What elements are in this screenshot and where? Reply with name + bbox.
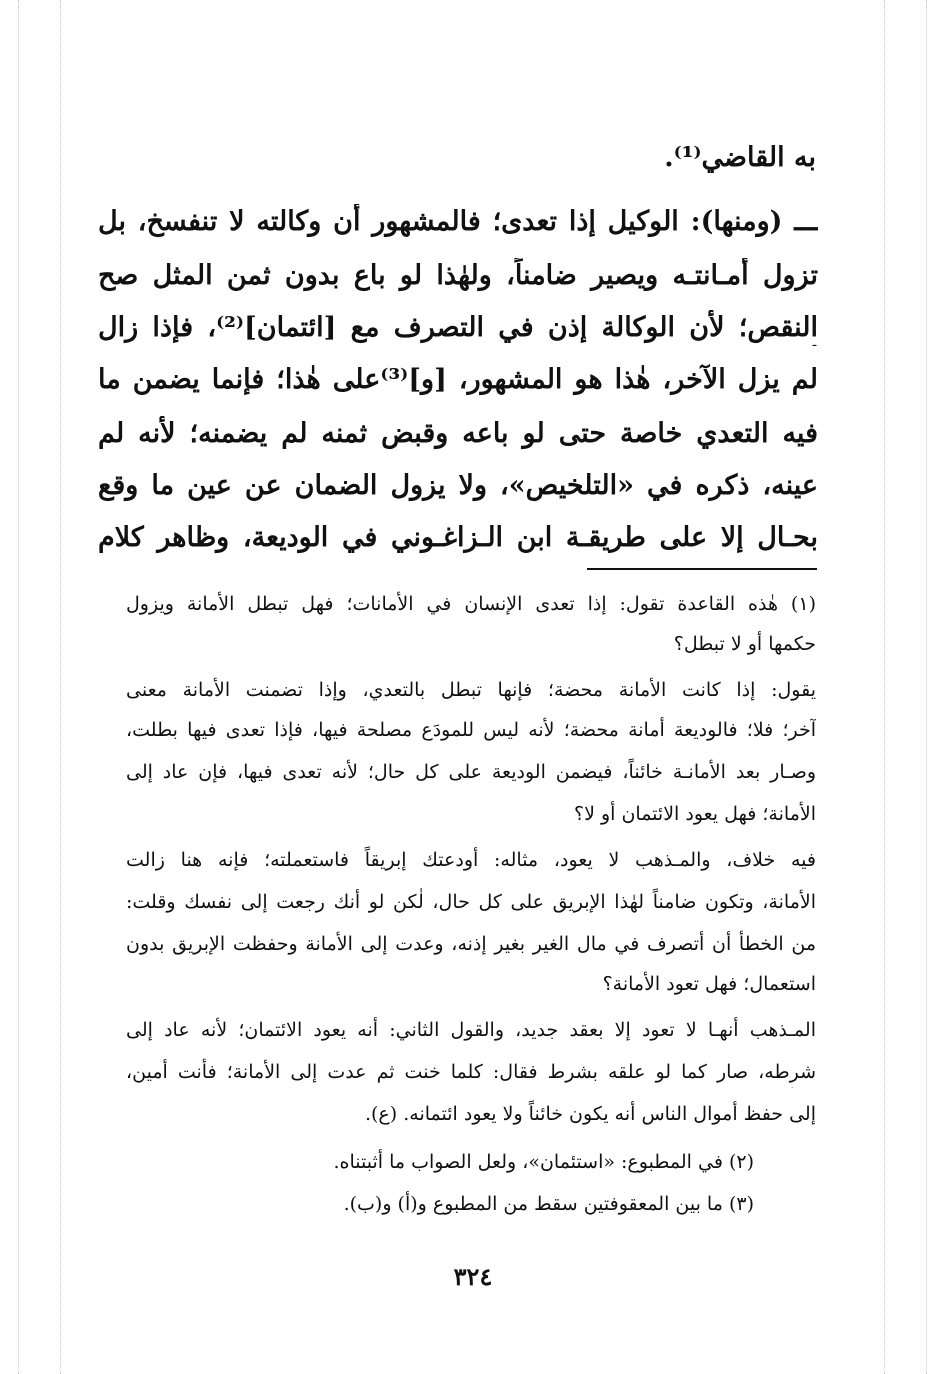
footnote-line: (٣) ما بين المعقوفتين سقط من المطبوع و(أ) و(ب). <box>343 1193 754 1215</box>
footnote-line: من الخطأ أن أتصرف في مال الغير بغير إذنه، وعدت إلى الأمانة وحفظت الإبريق بدون <box>126 933 816 955</box>
main-text-line: ـــ (ومنها): الوكيل إذا تعدى؛ فالمشهور أن وكالته لا تنفسخ، بل <box>98 206 818 237</box>
main-text-line: لم يزل الآخر، هٰذا هو المشهور، [و]⁽³⁾على هٰذا؛ فإنما يضمن ما <box>98 364 818 395</box>
footnote-line: (١) هٰذه القاعدة تقول: إذا تعدى الإنسان في الأمانات؛ فهل تبطل الأمانة ويزول <box>126 593 816 615</box>
main-text-line: النقص؛ لأن الوكالة إذن في التصرف مع [ائتمان]⁽²⁾، فإذا زال <box>98 312 818 343</box>
footnote-line: فيه خلاف، والمـذهب لا يعود، مثاله: أودعتك إبريقاً فاستعملته؛ فإنه هنا زالت <box>126 849 816 871</box>
footnote-separator <box>587 568 817 570</box>
scan-guide-line <box>926 0 927 1374</box>
scan-guide-line <box>60 0 61 1374</box>
main-text-line: بحـال إلا على طريقـة ابن الـزاغـوني في الوديعة، وظاهر كلام <box>98 522 818 553</box>
page-number: ٣٢٤ <box>453 1262 493 1291</box>
footnote-line: الأمانة، وتكون ضامناً لهٰذا الإبريق على كل حال، لٰكن لو أنك رجعت إلى نفسك وقلت: <box>126 891 816 913</box>
main-text-line: فيه التعدي خاصة حتى لو باعه وقبض ثمنه لم يضمنه؛ لأنه لم <box>98 418 818 449</box>
footnote-line: إلى حفظ أموال الناس أنه يكون خائناً ولا يعود ائتمانه. (ع). <box>364 1103 816 1125</box>
footnote-line: وصـار بعد الأمانـة خائناً، فيضمن الوديعة على كل حال؛ لأنه تعدى فيها، فإن عاد إلى <box>126 761 816 783</box>
footnote-line: الأمانة؛ فهل يعود الائتمان أو لا؟ <box>574 803 816 825</box>
footnote-line: آخر؛ فلا؛ فالوديعة أمانة محضة؛ لأنه ليس للمودَع مصلحة فيها، فإذا تعدى فيها بطلت، <box>126 719 816 741</box>
footnote-line: المـذهب أنهـا لا تعود إلا بعقد جديد، والقول الثاني: أنه يعود الائتمان؛ لأنه عاد إلى <box>126 1019 816 1041</box>
footnote-line: حكمها أو لا تبطل؟ <box>673 633 816 655</box>
main-text-line: عينه، ذكره في «التلخيص»، ولا يزول الضمان عن عين ما وقع <box>98 470 818 501</box>
footnote-line: استعمال؛ فهل تعود الأمانة؟ <box>602 973 816 995</box>
footnote-line: (٢) في المطبوع: «استئمان»، ولعل الصواب ما أثبتناه. <box>333 1151 754 1173</box>
scan-guide-line <box>884 0 885 1374</box>
main-text-line: تزول أمـانتـه ويصير ضامناً، ولهٰذا لو باع بدون ثمن المثل صح <box>98 260 818 291</box>
scan-guide-line <box>18 0 19 1374</box>
footnote-line: شرطه، صار كما لو علقه بشرط فقال: كلما خنت ثم عدت إلى الأمانة؛ فأنت أمين، <box>126 1061 816 1083</box>
footnote-line: يقول: إذا كانت الأمانة محضة؛ فإنها تبطل بالتعدي، وإذا تضمنت الأمانة معنى <box>126 679 816 701</box>
main-text-line: به القاضي⁽¹⁾. <box>664 142 816 173</box>
